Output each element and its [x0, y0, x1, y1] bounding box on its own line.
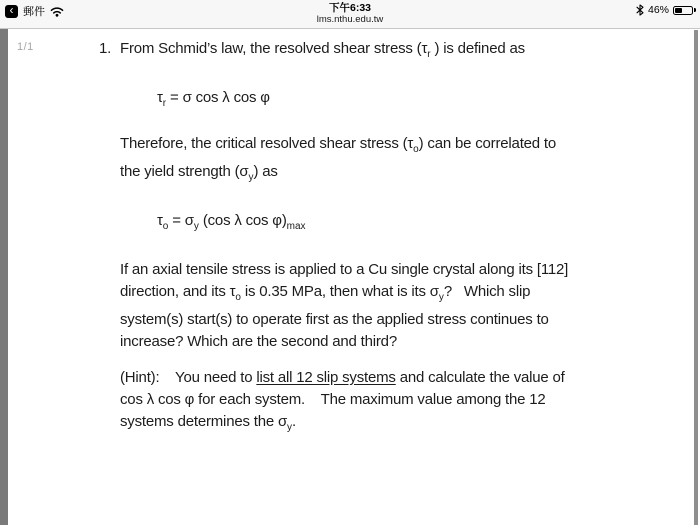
text-line: systems determines the $\sigma_y$. — [120, 413, 296, 433]
clock-time: 下午6:33 — [328, 2, 371, 14]
document-viewer[interactable] — [0, 30, 700, 525]
text-line: From Schmid’s law, the resolved shear stress ($\tau_r$ ) is defined as — [120, 40, 525, 60]
page-url: lms.nthu.edu.tw — [316, 14, 384, 25]
equation-crss — [157, 210, 568, 238]
text-line: system(s) start(s) to operate first as the applied stress continues to — [120, 311, 549, 328]
text-line: direction, and its $\tau_o$ is 0.35 MPa, then what is its $\sigma_y$? Which slip — [120, 283, 531, 303]
text-line: Therefore, the critical resolved shear stress $(\tau_o)$ can be correlated to — [120, 135, 557, 155]
back-to-app-button[interactable] — [5, 5, 18, 18]
bluetooth-icon — [636, 4, 644, 16]
battery-nub — [694, 8, 696, 12]
battery-icon — [673, 6, 696, 15]
text-line: $\tau_r = \sigma$ cos λ cos φ — [157, 89, 270, 109]
equation-resolved-shear-stress — [157, 87, 568, 115]
battery-fill — [675, 8, 682, 13]
question-paragraph — [120, 259, 568, 353]
text-line: the yield strength $(\sigma_y)$ as — [120, 163, 278, 183]
problem-item — [99, 38, 680, 439]
crss-paragraph — [120, 133, 568, 189]
document-page — [0, 30, 700, 525]
text-line: (Hint): You need to list all 12 slip systems and calculate the value of — [120, 369, 565, 386]
back-chevron-icon: ‹ — [9, 3, 14, 17]
problem-body — [120, 38, 568, 439]
text-line: increase? Which are the second and third? — [120, 333, 397, 350]
text-line: cos λ cos φ for each system. The maximum value among the 12 — [120, 391, 546, 408]
intro-paragraph — [120, 38, 568, 66]
wifi-icon — [50, 6, 64, 17]
battery-percent: 46% — [647, 4, 669, 16]
hint-paragraph — [120, 367, 568, 439]
text-line: $\tau_o = \sigma_y$ (cos λ $\cos \varphi)_{max}$ — [157, 212, 306, 232]
status-bar-right — [636, 4, 696, 16]
page-indicator: 1/1 — [17, 41, 34, 53]
battery-shell — [673, 6, 693, 15]
status-bar-center — [0, 2, 700, 26]
status-bar-left — [5, 3, 64, 19]
previous-app-label[interactable]: 郵件 — [23, 6, 45, 18]
text-line: If an axial tensile stress is applied to a Cu single crystal along its [112] — [120, 261, 569, 278]
problem-number: 1. — [99, 40, 112, 57]
status-bar — [0, 0, 700, 29]
viewer-right-edge — [694, 30, 698, 525]
